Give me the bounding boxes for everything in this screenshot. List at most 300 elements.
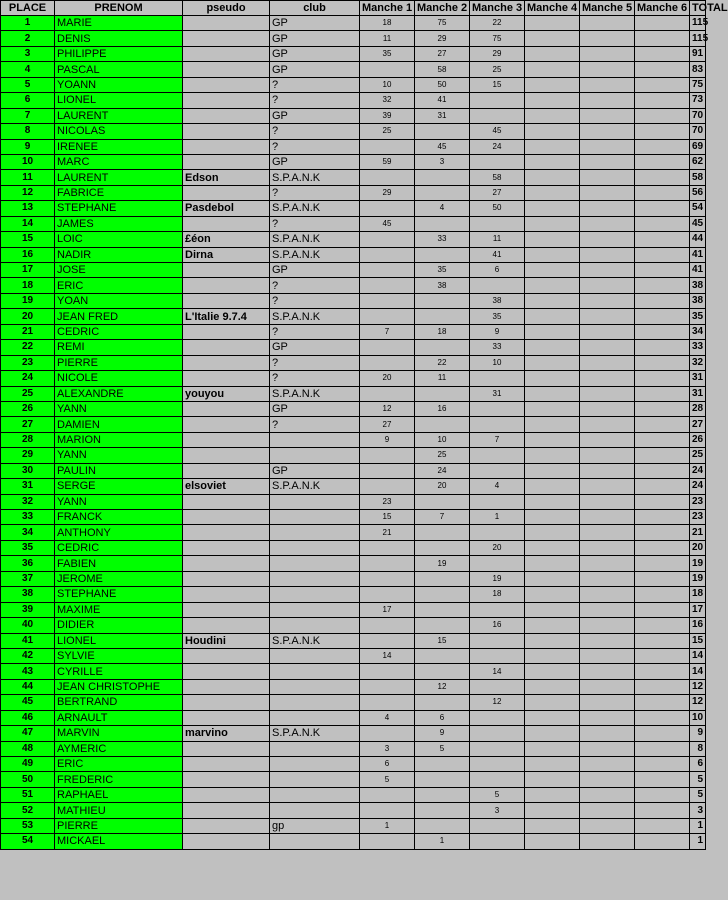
cell-club[interactable]: GP — [270, 46, 360, 61]
cell-club[interactable]: GP — [270, 62, 360, 77]
cell-club[interactable] — [270, 448, 360, 463]
cell-manche-4[interactable] — [525, 309, 580, 324]
cell-manche-1[interactable] — [360, 587, 415, 602]
cell-manche-5[interactable] — [580, 695, 635, 710]
cell-manche-2[interactable]: 33 — [415, 232, 470, 247]
cell-total[interactable]: 70 — [690, 124, 706, 139]
cell-pseudo[interactable] — [183, 340, 270, 355]
cell-prenom[interactable]: SERGE — [55, 479, 183, 494]
cell-place[interactable]: 14 — [1, 216, 55, 231]
cell-manche-6[interactable] — [635, 185, 690, 200]
cell-manche-1[interactable]: 1 — [360, 818, 415, 833]
cell-pseudo[interactable] — [183, 293, 270, 308]
cell-place[interactable]: 35 — [1, 540, 55, 555]
cell-pseudo[interactable] — [183, 463, 270, 478]
cell-manche-2[interactable] — [415, 571, 470, 586]
cell-total[interactable]: 31 — [690, 371, 706, 386]
cell-manche-2[interactable]: 20 — [415, 479, 470, 494]
cell-manche-1[interactable]: 15 — [360, 510, 415, 525]
cell-place[interactable]: 4 — [1, 62, 55, 77]
cell-prenom[interactable]: FREDERIC — [55, 772, 183, 787]
cell-prenom[interactable]: IRENEE — [55, 139, 183, 154]
cell-manche-4[interactable] — [525, 62, 580, 77]
cell-manche-1[interactable] — [360, 201, 415, 216]
cell-club[interactable]: ? — [270, 371, 360, 386]
cell-total[interactable]: 5 — [690, 787, 706, 802]
cell-total[interactable]: 10 — [690, 710, 706, 725]
cell-manche-4[interactable] — [525, 247, 580, 262]
cell-pseudo[interactable] — [183, 371, 270, 386]
cell-manche-4[interactable] — [525, 602, 580, 617]
cell-total[interactable]: 15 — [690, 633, 706, 648]
cell-manche-6[interactable] — [635, 556, 690, 571]
cell-manche-4[interactable] — [525, 324, 580, 339]
cell-manche-3[interactable]: 29 — [470, 46, 525, 61]
cell-total[interactable]: 41 — [690, 247, 706, 262]
cell-total[interactable]: 45 — [690, 216, 706, 231]
cell-club[interactable]: ? — [270, 324, 360, 339]
cell-manche-6[interactable] — [635, 741, 690, 756]
cell-place[interactable]: 5 — [1, 77, 55, 92]
cell-pseudo[interactable] — [183, 448, 270, 463]
cell-manche-6[interactable] — [635, 834, 690, 849]
cell-manche-1[interactable] — [360, 571, 415, 586]
cell-pseudo[interactable] — [183, 741, 270, 756]
cell-manche-3[interactable]: 19 — [470, 571, 525, 586]
cell-manche-4[interactable] — [525, 124, 580, 139]
cell-club[interactable]: S.P.A.N.K — [270, 309, 360, 324]
cell-club[interactable]: S.P.A.N.K — [270, 247, 360, 262]
cell-place[interactable]: 33 — [1, 510, 55, 525]
cell-place[interactable]: 9 — [1, 139, 55, 154]
cell-prenom[interactable]: ALEXANDRE — [55, 386, 183, 401]
cell-manche-2[interactable]: 9 — [415, 726, 470, 741]
cell-manche-2[interactable]: 38 — [415, 278, 470, 293]
cell-manche-4[interactable] — [525, 201, 580, 216]
cell-club[interactable] — [270, 679, 360, 694]
cell-pseudo[interactable] — [183, 602, 270, 617]
cell-manche-2[interactable]: 10 — [415, 432, 470, 447]
cell-manche-3[interactable] — [470, 602, 525, 617]
cell-prenom[interactable]: MARC — [55, 154, 183, 169]
cell-prenom[interactable]: FRANCK — [55, 510, 183, 525]
cell-manche-4[interactable] — [525, 340, 580, 355]
cell-club[interactable]: ? — [270, 216, 360, 231]
cell-manche-6[interactable] — [635, 278, 690, 293]
cell-manche-4[interactable] — [525, 494, 580, 509]
cell-club[interactable]: GP — [270, 401, 360, 416]
cell-club[interactable]: ? — [270, 278, 360, 293]
cell-prenom[interactable]: YOANN — [55, 77, 183, 92]
cell-manche-6[interactable] — [635, 232, 690, 247]
cell-prenom[interactable]: MATHIEU — [55, 803, 183, 818]
cell-manche-5[interactable] — [580, 772, 635, 787]
cell-manche-1[interactable] — [360, 448, 415, 463]
cell-manche-5[interactable] — [580, 787, 635, 802]
cell-manche-4[interactable] — [525, 185, 580, 200]
cell-manche-4[interactable] — [525, 46, 580, 61]
cell-total[interactable]: 44 — [690, 232, 706, 247]
cell-manche-2[interactable]: 29 — [415, 31, 470, 46]
cell-manche-2[interactable] — [415, 787, 470, 802]
cell-manche-1[interactable] — [360, 278, 415, 293]
cell-place[interactable]: 28 — [1, 432, 55, 447]
cell-club[interactable]: ? — [270, 124, 360, 139]
cell-manche-2[interactable] — [415, 587, 470, 602]
cell-prenom[interactable]: REMI — [55, 340, 183, 355]
cell-place[interactable]: 48 — [1, 741, 55, 756]
cell-manche-1[interactable]: 10 — [360, 77, 415, 92]
cell-total[interactable]: 58 — [690, 170, 706, 185]
cell-manche-1[interactable] — [360, 340, 415, 355]
cell-manche-3[interactable]: 6 — [470, 263, 525, 278]
cell-manche-6[interactable] — [635, 170, 690, 185]
cell-place[interactable]: 6 — [1, 93, 55, 108]
cell-manche-2[interactable] — [415, 170, 470, 185]
cell-club[interactable] — [270, 710, 360, 725]
cell-manche-6[interactable] — [635, 818, 690, 833]
cell-place[interactable]: 15 — [1, 232, 55, 247]
cell-place[interactable]: 39 — [1, 602, 55, 617]
cell-prenom[interactable]: MARVIN — [55, 726, 183, 741]
cell-total[interactable]: 69 — [690, 139, 706, 154]
cell-manche-6[interactable] — [635, 154, 690, 169]
cell-total[interactable]: 70 — [690, 108, 706, 123]
cell-club[interactable] — [270, 664, 360, 679]
cell-club[interactable] — [270, 556, 360, 571]
cell-prenom[interactable]: YOAN — [55, 293, 183, 308]
cell-manche-2[interactable] — [415, 417, 470, 432]
cell-manche-5[interactable] — [580, 463, 635, 478]
cell-prenom[interactable]: JEAN FRED — [55, 309, 183, 324]
cell-place[interactable]: 50 — [1, 772, 55, 787]
cell-club[interactable]: ? — [270, 139, 360, 154]
cell-manche-5[interactable] — [580, 340, 635, 355]
cell-manche-4[interactable] — [525, 695, 580, 710]
cell-place[interactable]: 41 — [1, 633, 55, 648]
cell-place[interactable]: 12 — [1, 185, 55, 200]
cell-manche-3[interactable]: 11 — [470, 232, 525, 247]
cell-manche-5[interactable] — [580, 401, 635, 416]
cell-manche-4[interactable] — [525, 93, 580, 108]
cell-manche-5[interactable] — [580, 185, 635, 200]
cell-place[interactable]: 52 — [1, 803, 55, 818]
cell-manche-6[interactable] — [635, 448, 690, 463]
cell-manche-4[interactable] — [525, 618, 580, 633]
cell-manche-2[interactable]: 41 — [415, 93, 470, 108]
cell-prenom[interactable]: CYRILLE — [55, 664, 183, 679]
cell-manche-2[interactable] — [415, 216, 470, 231]
cell-manche-6[interactable] — [635, 124, 690, 139]
cell-club[interactable]: gp — [270, 818, 360, 833]
cell-manche-4[interactable] — [525, 834, 580, 849]
cell-total[interactable]: 12 — [690, 695, 706, 710]
cell-total[interactable]: 33 — [690, 340, 706, 355]
cell-manche-1[interactable] — [360, 803, 415, 818]
cell-manche-5[interactable] — [580, 710, 635, 725]
cell-pseudo[interactable]: youyou — [183, 386, 270, 401]
cell-club[interactable]: ? — [270, 93, 360, 108]
cell-total[interactable]: 115 — [690, 31, 706, 46]
cell-manche-3[interactable]: 45 — [470, 124, 525, 139]
cell-manche-1[interactable] — [360, 633, 415, 648]
cell-manche-4[interactable] — [525, 587, 580, 602]
cell-total[interactable]: 12 — [690, 679, 706, 694]
cell-prenom[interactable]: DAMIEN — [55, 417, 183, 432]
cell-manche-6[interactable] — [635, 757, 690, 772]
cell-manche-1[interactable]: 23 — [360, 494, 415, 509]
cell-club[interactable] — [270, 571, 360, 586]
cell-manche-1[interactable]: 39 — [360, 108, 415, 123]
cell-total[interactable]: 1 — [690, 834, 706, 849]
cell-club[interactable]: S.P.A.N.K — [270, 232, 360, 247]
cell-pseudo[interactable] — [183, 834, 270, 849]
cell-pseudo[interactable] — [183, 46, 270, 61]
cell-manche-2[interactable]: 24 — [415, 463, 470, 478]
cell-manche-1[interactable]: 6 — [360, 757, 415, 772]
cell-manche-6[interactable] — [635, 525, 690, 540]
cell-club[interactable]: S.P.A.N.K — [270, 479, 360, 494]
cell-club[interactable]: GP — [270, 263, 360, 278]
cell-manche-1[interactable] — [360, 139, 415, 154]
cell-pseudo[interactable] — [183, 510, 270, 525]
cell-manche-3[interactable]: 10 — [470, 355, 525, 370]
cell-manche-2[interactable]: 45 — [415, 139, 470, 154]
cell-total[interactable]: 17 — [690, 602, 706, 617]
cell-prenom[interactable]: PIERRE — [55, 355, 183, 370]
cell-total[interactable]: 14 — [690, 648, 706, 663]
cell-manche-5[interactable] — [580, 633, 635, 648]
cell-manche-4[interactable] — [525, 170, 580, 185]
cell-prenom[interactable]: ERIC — [55, 278, 183, 293]
cell-prenom[interactable]: MARION — [55, 432, 183, 447]
cell-total[interactable]: 23 — [690, 494, 706, 509]
cell-prenom[interactable]: LIONEL — [55, 93, 183, 108]
cell-manche-2[interactable] — [415, 618, 470, 633]
cell-manche-4[interactable] — [525, 216, 580, 231]
cell-place[interactable]: 25 — [1, 386, 55, 401]
cell-manche-3[interactable]: 14 — [470, 664, 525, 679]
cell-manche-1[interactable]: 20 — [360, 371, 415, 386]
cell-pseudo[interactable] — [183, 494, 270, 509]
cell-manche-6[interactable] — [635, 340, 690, 355]
cell-manche-2[interactable] — [415, 386, 470, 401]
cell-club[interactable]: S.P.A.N.K — [270, 633, 360, 648]
cell-prenom[interactable]: FABRICE — [55, 185, 183, 200]
cell-manche-6[interactable] — [635, 710, 690, 725]
cell-club[interactable] — [270, 787, 360, 802]
cell-manche-1[interactable]: 3 — [360, 741, 415, 756]
cell-manche-5[interactable] — [580, 263, 635, 278]
cell-place[interactable]: 30 — [1, 463, 55, 478]
cell-manche-1[interactable] — [360, 556, 415, 571]
cell-manche-1[interactable] — [360, 726, 415, 741]
cell-place[interactable]: 37 — [1, 571, 55, 586]
cell-manche-2[interactable]: 15 — [415, 633, 470, 648]
cell-pseudo[interactable] — [183, 93, 270, 108]
cell-place[interactable]: 11 — [1, 170, 55, 185]
cell-manche-6[interactable] — [635, 803, 690, 818]
cell-pseudo[interactable] — [183, 679, 270, 694]
cell-pseudo[interactable]: £éon — [183, 232, 270, 247]
cell-manche-1[interactable]: 11 — [360, 31, 415, 46]
cell-manche-1[interactable]: 45 — [360, 216, 415, 231]
cell-total[interactable]: 73 — [690, 93, 706, 108]
cell-manche-6[interactable] — [635, 787, 690, 802]
cell-total[interactable]: 32 — [690, 355, 706, 370]
cell-place[interactable]: 23 — [1, 355, 55, 370]
cell-place[interactable]: 51 — [1, 787, 55, 802]
cell-club[interactable]: ? — [270, 185, 360, 200]
cell-prenom[interactable]: JEROME — [55, 571, 183, 586]
cell-manche-4[interactable] — [525, 77, 580, 92]
cell-manche-3[interactable] — [470, 371, 525, 386]
cell-total[interactable]: 14 — [690, 664, 706, 679]
cell-place[interactable]: 3 — [1, 46, 55, 61]
cell-prenom[interactable]: STEPHANE — [55, 201, 183, 216]
cell-prenom[interactable]: LAURENT — [55, 108, 183, 123]
cell-manche-1[interactable] — [360, 247, 415, 262]
cell-manche-1[interactable]: 27 — [360, 417, 415, 432]
cell-total[interactable]: 18 — [690, 587, 706, 602]
cell-manche-2[interactable] — [415, 664, 470, 679]
cell-manche-3[interactable] — [470, 494, 525, 509]
cell-total[interactable]: 115 — [690, 16, 706, 31]
cell-manche-1[interactable] — [360, 787, 415, 802]
cell-manche-6[interactable] — [635, 432, 690, 447]
cell-manche-3[interactable]: 5 — [470, 787, 525, 802]
cell-manche-2[interactable] — [415, 124, 470, 139]
cell-total[interactable]: 62 — [690, 154, 706, 169]
cell-manche-4[interactable] — [525, 432, 580, 447]
cell-manche-2[interactable] — [415, 772, 470, 787]
cell-manche-2[interactable]: 4 — [415, 201, 470, 216]
cell-manche-5[interactable] — [580, 803, 635, 818]
cell-manche-1[interactable] — [360, 355, 415, 370]
cell-manche-1[interactable] — [360, 679, 415, 694]
cell-manche-2[interactable]: 6 — [415, 710, 470, 725]
cell-manche-5[interactable] — [580, 31, 635, 46]
cell-manche-4[interactable] — [525, 648, 580, 663]
cell-prenom[interactable]: JEAN CHRISTOPHE — [55, 679, 183, 694]
cell-pseudo[interactable] — [183, 124, 270, 139]
cell-pseudo[interactable] — [183, 31, 270, 46]
cell-prenom[interactable]: BERTRAND — [55, 695, 183, 710]
cell-manche-4[interactable] — [525, 293, 580, 308]
cell-place[interactable]: 18 — [1, 278, 55, 293]
cell-pseudo[interactable] — [183, 695, 270, 710]
header-pseudo[interactable]: pseudo — [183, 1, 270, 16]
cell-manche-6[interactable] — [635, 648, 690, 663]
cell-manche-2[interactable] — [415, 602, 470, 617]
cell-manche-5[interactable] — [580, 293, 635, 308]
cell-place[interactable]: 8 — [1, 124, 55, 139]
header-prenom[interactable]: PRENOM — [55, 1, 183, 16]
cell-club[interactable] — [270, 540, 360, 555]
cell-manche-6[interactable] — [635, 772, 690, 787]
cell-manche-3[interactable]: 41 — [470, 247, 525, 262]
cell-pseudo[interactable] — [183, 432, 270, 447]
cell-manche-5[interactable] — [580, 757, 635, 772]
cell-pseudo[interactable] — [183, 401, 270, 416]
cell-prenom[interactable]: DENIS — [55, 31, 183, 46]
cell-manche-5[interactable] — [580, 232, 635, 247]
cell-manche-4[interactable] — [525, 525, 580, 540]
cell-prenom[interactable]: RAPHAEL — [55, 787, 183, 802]
cell-manche-4[interactable] — [525, 448, 580, 463]
cell-place[interactable]: 47 — [1, 726, 55, 741]
cell-prenom[interactable]: FABIEN — [55, 556, 183, 571]
header-manche-4[interactable]: Manche 4 — [525, 1, 580, 16]
cell-pseudo[interactable] — [183, 618, 270, 633]
cell-club[interactable] — [270, 772, 360, 787]
cell-total[interactable]: 31 — [690, 386, 706, 401]
cell-manche-3[interactable] — [470, 93, 525, 108]
cell-place[interactable]: 42 — [1, 648, 55, 663]
cell-manche-4[interactable] — [525, 401, 580, 416]
cell-manche-2[interactable] — [415, 803, 470, 818]
cell-manche-1[interactable] — [360, 386, 415, 401]
cell-club[interactable]: GP — [270, 16, 360, 31]
cell-manche-3[interactable]: 9 — [470, 324, 525, 339]
cell-manche-4[interactable] — [525, 818, 580, 833]
cell-manche-4[interactable] — [525, 741, 580, 756]
cell-total[interactable]: 41 — [690, 263, 706, 278]
cell-manche-4[interactable] — [525, 371, 580, 386]
cell-manche-4[interactable] — [525, 278, 580, 293]
cell-manche-5[interactable] — [580, 124, 635, 139]
cell-manche-3[interactable]: 1 — [470, 510, 525, 525]
cell-manche-2[interactable] — [415, 247, 470, 262]
cell-manche-1[interactable] — [360, 263, 415, 278]
cell-manche-6[interactable] — [635, 355, 690, 370]
cell-manche-5[interactable] — [580, 479, 635, 494]
cell-manche-4[interactable] — [525, 263, 580, 278]
cell-manche-3[interactable]: 35 — [470, 309, 525, 324]
cell-manche-5[interactable] — [580, 741, 635, 756]
cell-manche-3[interactable] — [470, 741, 525, 756]
cell-manche-1[interactable]: 7 — [360, 324, 415, 339]
cell-manche-5[interactable] — [580, 278, 635, 293]
cell-manche-3[interactable] — [470, 108, 525, 123]
cell-club[interactable]: ? — [270, 293, 360, 308]
cell-manche-3[interactable] — [470, 278, 525, 293]
cell-manche-6[interactable] — [635, 664, 690, 679]
cell-place[interactable]: 54 — [1, 834, 55, 849]
cell-club[interactable]: S.P.A.N.K — [270, 170, 360, 185]
cell-place[interactable]: 26 — [1, 401, 55, 416]
cell-manche-4[interactable] — [525, 664, 580, 679]
cell-pseudo[interactable] — [183, 818, 270, 833]
cell-place[interactable]: 13 — [1, 201, 55, 216]
cell-manche-4[interactable] — [525, 479, 580, 494]
cell-place[interactable]: 16 — [1, 247, 55, 262]
cell-manche-2[interactable] — [415, 818, 470, 833]
cell-manche-5[interactable] — [580, 494, 635, 509]
cell-total[interactable]: 91 — [690, 46, 706, 61]
cell-manche-3[interactable] — [470, 525, 525, 540]
cell-manche-1[interactable]: 14 — [360, 648, 415, 663]
cell-pseudo[interactable] — [183, 664, 270, 679]
cell-manche-6[interactable] — [635, 571, 690, 586]
cell-place[interactable]: 49 — [1, 757, 55, 772]
cell-prenom[interactable]: SYLVIE — [55, 648, 183, 663]
cell-pseudo[interactable] — [183, 587, 270, 602]
cell-prenom[interactable]: ERIC — [55, 757, 183, 772]
cell-place[interactable]: 19 — [1, 293, 55, 308]
cell-club[interactable] — [270, 648, 360, 663]
cell-pseudo[interactable]: marvino — [183, 726, 270, 741]
